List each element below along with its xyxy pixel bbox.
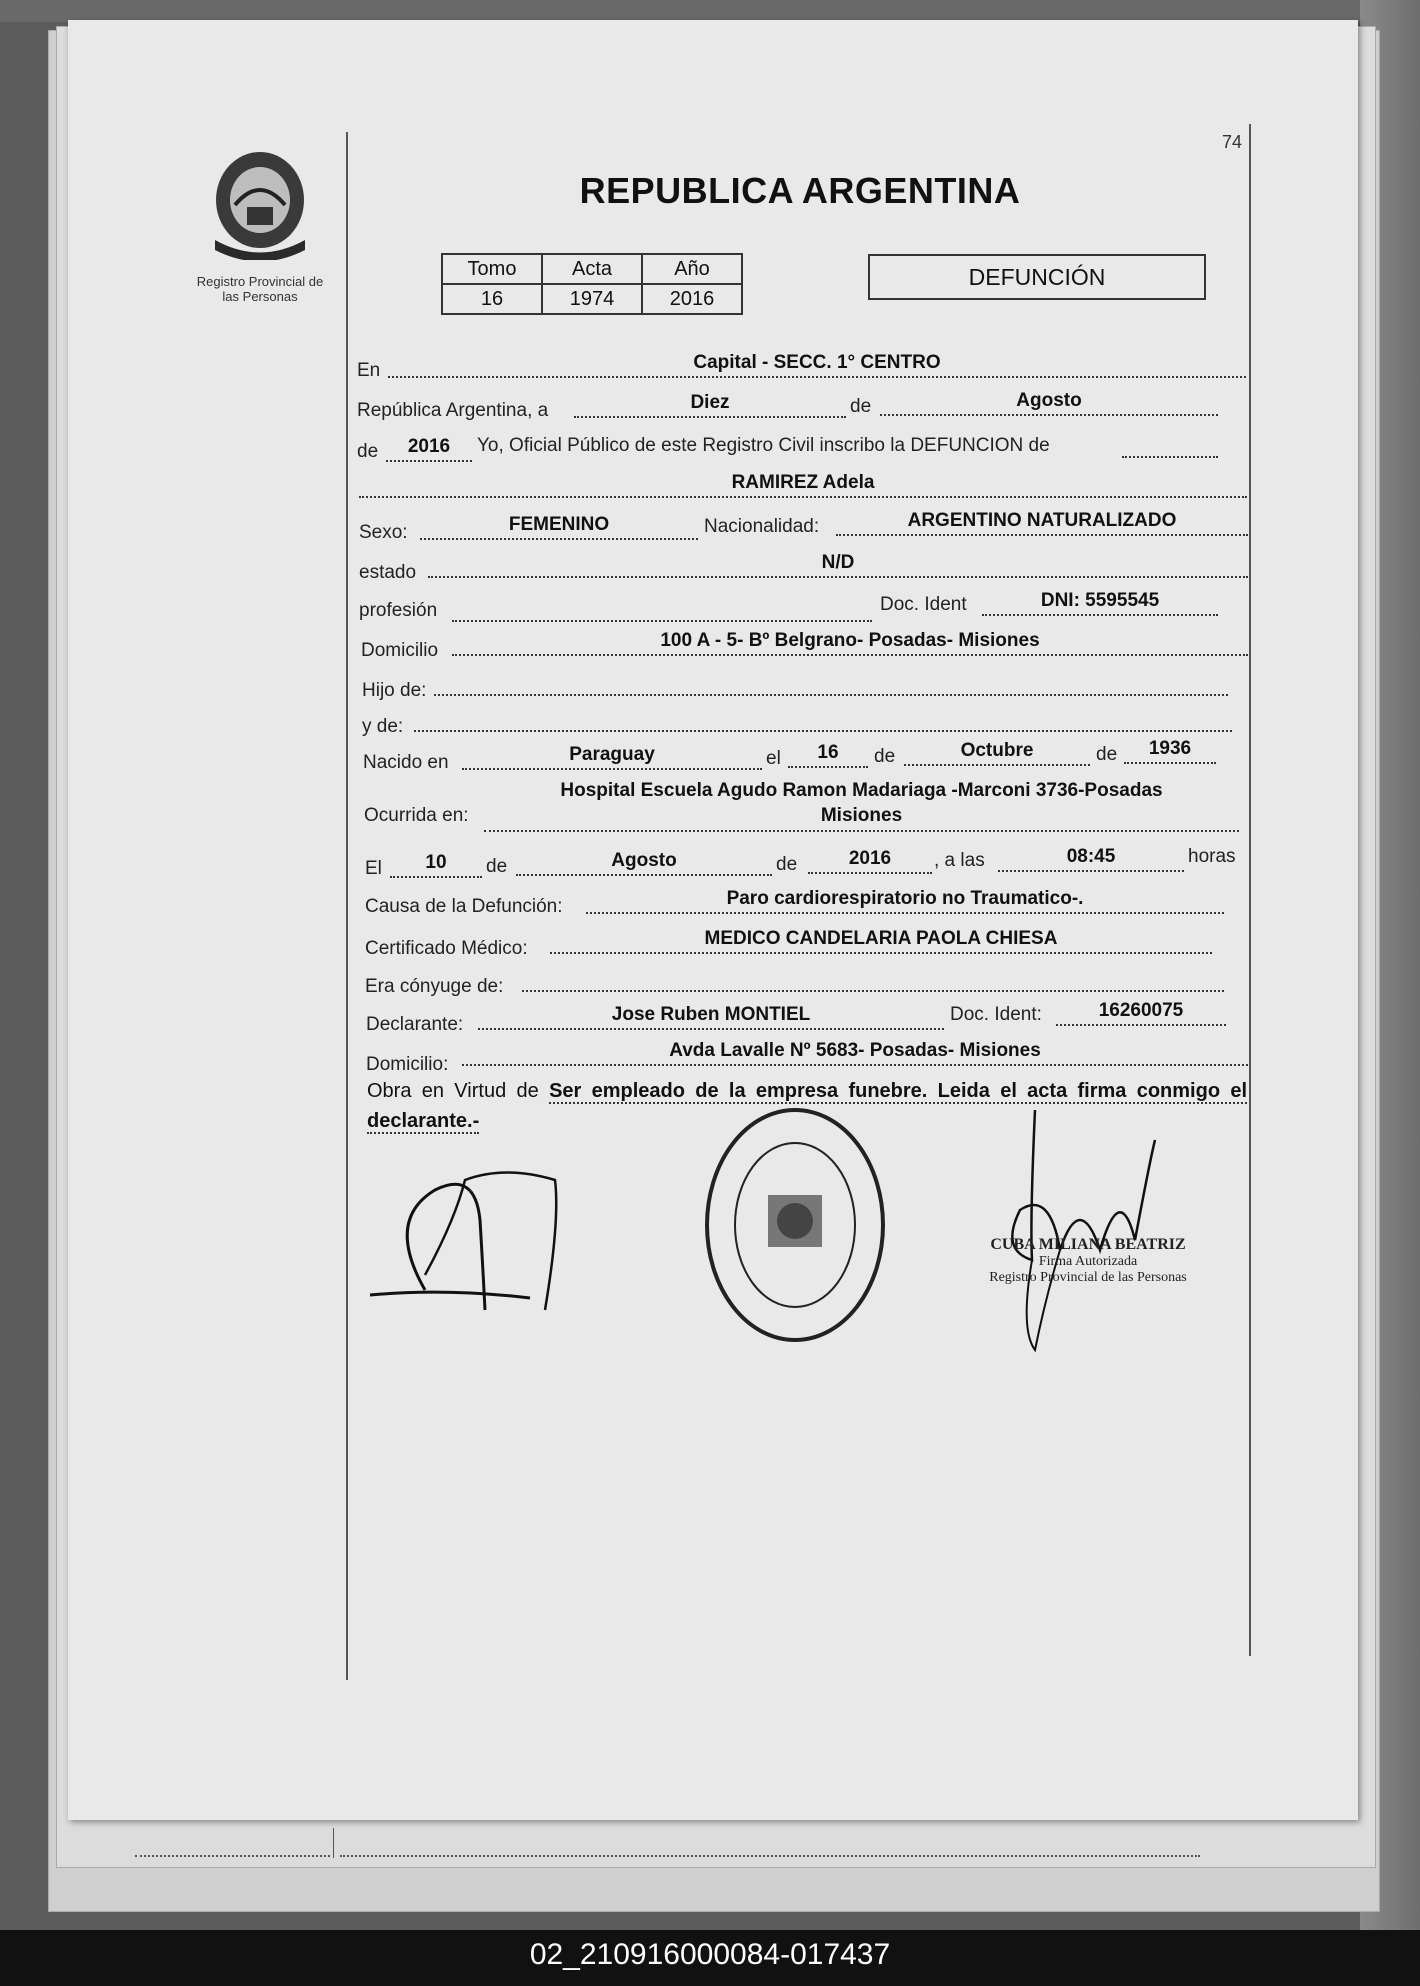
field-mes: Agosto — [880, 390, 1218, 416]
field-nacionalidad: ARGENTINO NATURALIZADO — [836, 510, 1248, 536]
officer-role: Firma Autorizada — [1038, 1254, 1138, 1269]
label-domicilio-2: Domicilio: — [366, 1054, 449, 1075]
page-number: 74 — [1222, 132, 1243, 152]
label-de-2: de — [357, 441, 379, 462]
label-horas: horas — [1188, 846, 1236, 867]
field-nacido-mes: Octubre — [904, 740, 1090, 766]
field-nacido-dia: 16 — [788, 742, 868, 768]
scan-id: 02_210916000084-017437 — [529, 1938, 891, 1971]
right-margin-line — [1249, 124, 1251, 1656]
label-de-3: de — [874, 746, 896, 767]
field-ocurrida-line2: Misiones — [820, 805, 903, 826]
registry-header-anio: Año — [642, 254, 742, 284]
field-anio: 2016 — [386, 436, 472, 462]
label-estado: estado — [359, 562, 417, 583]
field-nacido-anio: 1936 — [1124, 738, 1216, 764]
field-profesion — [452, 596, 872, 622]
field-hijo-de — [434, 670, 1228, 696]
footer-dotted-line-left — [135, 1855, 330, 1857]
label-yo-oficial: Yo, Oficial Público de este Registro Civil inscribo la DEFUNCION de — [477, 435, 1050, 456]
registry-table — [441, 253, 743, 315]
officer-signature — [960, 1100, 1180, 1360]
label-el-cap: El — [365, 858, 382, 879]
field-fallec-anio: 2016 — [808, 848, 932, 874]
label-profesion: profesión — [359, 600, 438, 621]
declarant-signature — [365, 1160, 565, 1320]
label-nacionalidad: Nacionalidad: — [704, 516, 820, 537]
registry-value-anio: 2016 — [642, 284, 742, 314]
field-doc-ident: DNI: 5595545 — [982, 590, 1218, 616]
registry-value-tomo: 16 — [442, 284, 542, 314]
left-margin-line — [346, 132, 348, 1680]
field-y-de — [414, 706, 1232, 732]
registry-caption — [170, 274, 350, 304]
label-de-6: de — [776, 854, 798, 875]
field-conyuge — [522, 966, 1224, 992]
officer-office: Registro Provincial de las Personas — [989, 1270, 1187, 1285]
officer-block — [968, 1236, 1208, 1286]
registry-caption-line1: Registro Provincial de — [196, 274, 324, 289]
registry-header-acta: Acta — [542, 254, 642, 284]
label-sexo: Sexo: — [359, 522, 408, 543]
footer-divider — [333, 1828, 334, 1858]
label-a-las: , a las — [934, 850, 985, 871]
field-sexo: FEMENINO — [420, 514, 698, 540]
label-certificado: Certificado Médico: — [365, 938, 528, 959]
page-title: REPUBLICA ARGENTINA — [579, 170, 1021, 211]
field-fallec-dia: 10 — [390, 852, 482, 878]
label-en: En — [357, 360, 381, 381]
label-ocurrida-en: Ocurrida en: — [364, 805, 469, 826]
footer-dotted-line-right — [340, 1855, 1200, 1857]
field-ocurrida-line1: Hospital Escuela Agudo Ramon Madariaga -Marconi 3736-Posadas — [560, 780, 1163, 801]
label-el: el — [766, 748, 781, 769]
field-yo-blank — [1122, 432, 1218, 458]
field-lugar: Capital - SECC. 1° CENTRO — [388, 352, 1246, 378]
label-domicilio: Domicilio — [361, 640, 439, 661]
field-obra-texto: Ser empleado de la empresa funebre. Leida el acta firma conmigo el declarante.- — [367, 1080, 1248, 1132]
label-doc-ident: Doc. Ident — [880, 594, 967, 615]
scanner-top-edge — [0, 0, 1420, 22]
field-ocurrida-underline — [484, 814, 1239, 832]
label-nacido-en: Nacido en — [363, 752, 449, 773]
label-obra-en-virtud: Obra en Virtud de — [367, 1080, 539, 1102]
field-domicilio: 100 A - 5- Bº Belgrano- Posadas- Misiones — [452, 630, 1248, 656]
label-doc-ident-2: Doc. Ident: — [950, 1004, 1042, 1025]
label-conyuge: Era cónyuge de: — [365, 976, 504, 997]
field-fallec-mes: Agosto — [516, 850, 772, 876]
field-estado: N/D — [428, 552, 1248, 578]
label-causa: Causa de la Defunción: — [365, 896, 563, 917]
document-type-box: DEFUNCIÓN — [868, 254, 1206, 300]
official-stamp — [700, 1105, 890, 1345]
field-causa: Paro cardiorespiratorio no Traumatico-. — [586, 888, 1224, 914]
field-fallec-hora: 08:45 — [998, 846, 1184, 872]
field-declarante-doc: 16260075 — [1056, 1000, 1226, 1026]
registry-caption-line2: las Personas — [222, 289, 298, 304]
registry-header-tomo: Tomo — [442, 254, 542, 284]
field-nacido-lugar: Paraguay — [462, 744, 762, 770]
label-hijo-de: Hijo de: — [362, 680, 427, 701]
registry-value-acta: 1974 — [542, 284, 642, 314]
province-seal-logo — [205, 145, 315, 260]
field-declarante: Jose Ruben MONTIEL — [478, 1004, 944, 1030]
label-y-de: y de: — [362, 716, 404, 737]
label-de-4: de — [1096, 744, 1118, 765]
label-de-5: de — [486, 856, 508, 877]
label-republica: República Argentina, a — [357, 400, 549, 421]
label-declarante: Declarante: — [366, 1014, 464, 1035]
field-nombre: RAMIREZ Adela — [359, 472, 1247, 498]
field-dia: Diez — [574, 392, 846, 418]
officer-name: CUBA MILIANA BEATRIZ — [990, 1236, 1186, 1253]
label-de-1: de — [850, 396, 872, 417]
field-certificado: MEDICO CANDELARIA PAOLA CHIESA — [550, 928, 1212, 954]
field-declarante-domicilio: Avda Lavalle Nº 5683- Posadas- Misiones — [462, 1040, 1248, 1066]
